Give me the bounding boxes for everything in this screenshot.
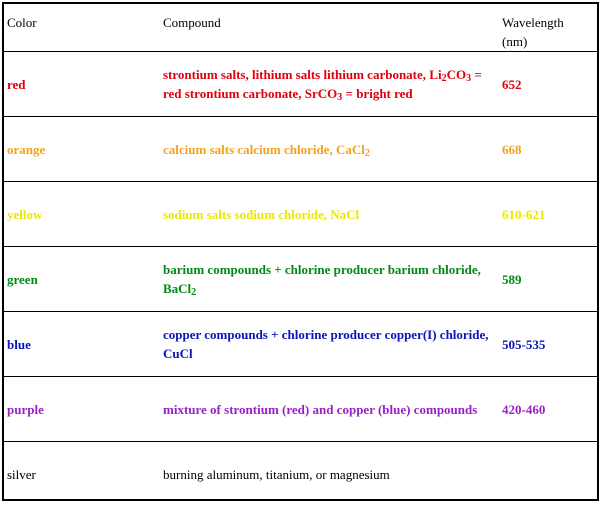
cell-color-name: green (7, 271, 38, 287)
compound-text: strontium salts, lithium salts lithium carbonate, Li (163, 67, 442, 82)
cell-compound (160, 442, 499, 507)
header-row (4, 4, 597, 52)
cell-compound (160, 247, 499, 312)
cell-color-name: yellow (7, 206, 43, 222)
compound-text: sodium salts sodium chloride, NaCl (163, 206, 360, 222)
table-row (4, 247, 597, 312)
compound-text: = bright red (342, 86, 413, 101)
cell-wavelength: 589 (502, 271, 522, 287)
table-row (4, 377, 597, 442)
cell-compound (160, 52, 499, 117)
cell-compound (160, 117, 499, 182)
cell-compound (160, 312, 499, 377)
cell-color-name: purple (7, 401, 44, 417)
compound-text: copper compounds + chlorine producer copper(I) chloride, CuCl (163, 327, 489, 361)
compound-text: barium compounds + chlorine producer barium chloride, BaCl (163, 262, 481, 296)
table-header (4, 4, 597, 52)
cell-wavelength: 652 (502, 76, 522, 92)
compound-subscript: 3 (337, 92, 343, 103)
cell-wavelength: 668 (502, 141, 522, 157)
table-row (4, 182, 597, 247)
table-body (4, 52, 597, 507)
header-wavelength-line2: (nm) (502, 34, 528, 49)
compound-text: = red strontium carbonate, SrCO (163, 67, 482, 101)
compound-subscript: 3 (466, 73, 472, 84)
table-row (4, 52, 597, 117)
firework-color-table-frame (2, 2, 599, 501)
compound-text: calcium salts calcium chloride, CaCl (163, 141, 365, 157)
cell-wavelength: 505-535 (502, 336, 546, 352)
header-color: Color (7, 15, 37, 30)
table-row (4, 312, 597, 377)
compound-text: CO (446, 67, 467, 82)
compound-subscript: 2 (441, 73, 447, 84)
cell-color-name: red (7, 76, 26, 92)
cell-wavelength (499, 442, 597, 507)
cell-color-name: orange (7, 141, 46, 157)
cell-color-name: blue (7, 336, 31, 352)
table-row (4, 442, 597, 507)
firework-color-table (4, 4, 597, 507)
compound-subscript: 2 (191, 287, 197, 298)
cell-wavelength: 610-621 (502, 206, 546, 222)
header-wavelength (499, 4, 597, 52)
header-wavelength-line1: Wavelength (502, 15, 564, 30)
cell-color-name: silver (7, 466, 36, 482)
compound-text: burning aluminum, titanium, or magnesium (163, 466, 390, 482)
compound-subscript: 2 (364, 147, 370, 159)
cell-wavelength: 420-460 (502, 401, 546, 417)
cell-compound (160, 182, 499, 247)
cell-compound (160, 377, 499, 442)
compound-text: mixture of strontium (red) and copper (blue) compounds (163, 401, 478, 417)
table-row (4, 117, 597, 182)
header-compound: Compound (163, 15, 221, 30)
